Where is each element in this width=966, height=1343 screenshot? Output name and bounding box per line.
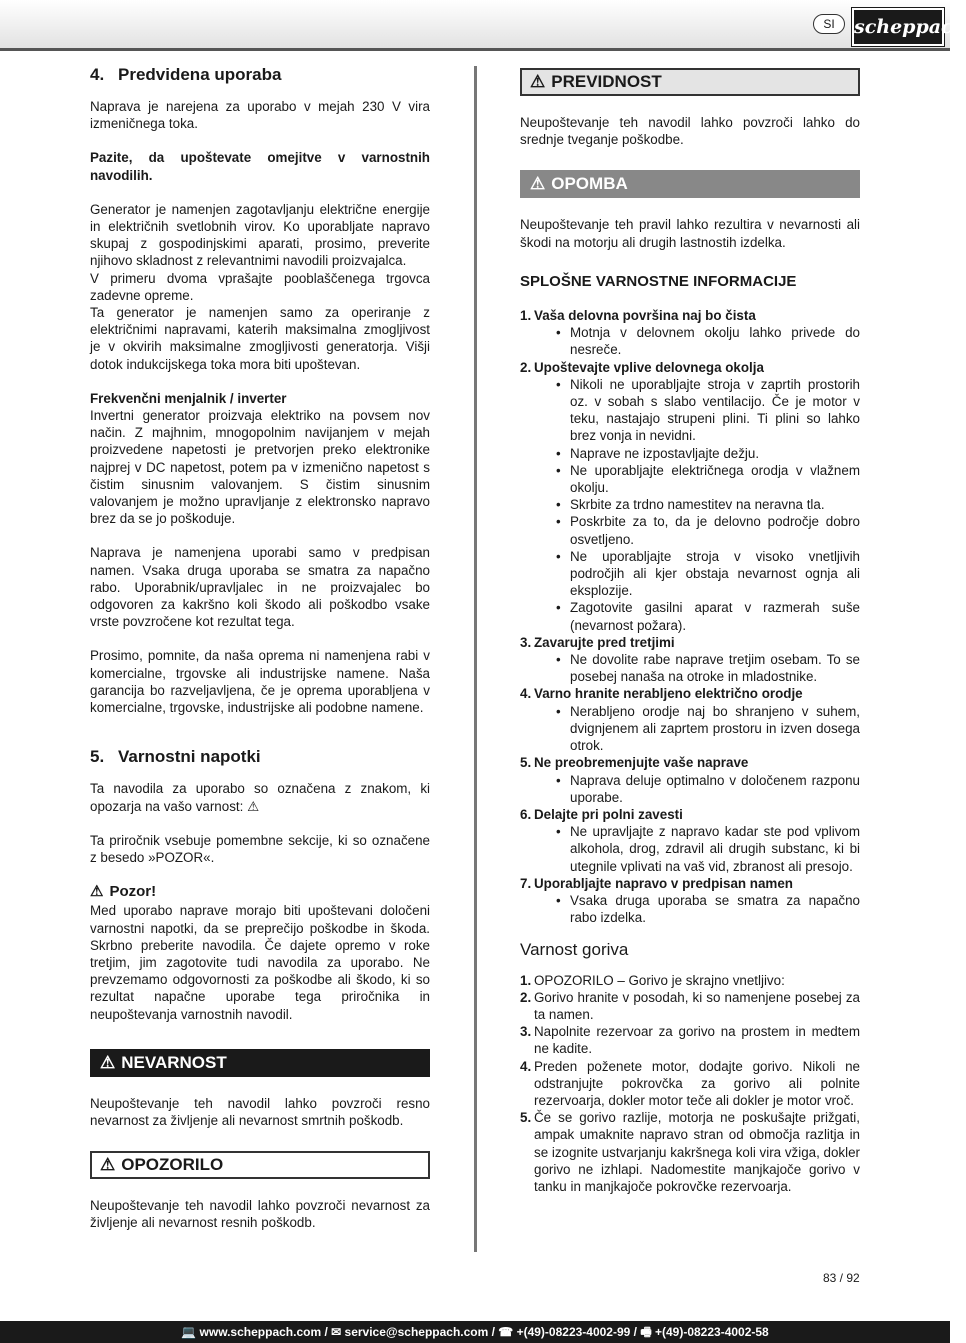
paragraph: Neupoštevanje teh pravil lahko rezultira v nevarnosti ali škodi na motorju ali drugih lastnostih izdelka. — [520, 217, 860, 250]
item-title: Vaša delovna površina naj bo čista — [534, 308, 756, 324]
safety-item — [520, 685, 860, 754]
fuel-safety-heading: Varnost goriva — [520, 940, 629, 960]
safety-item — [520, 634, 860, 686]
item-title: Delajte pri polni zavesti — [534, 806, 683, 822]
paragraph: Neupoštevanje teh navodil lahko povzroči resno nevarnost za življenje ali nevarnost smrtnih poškodb. — [90, 1095, 430, 1128]
item-number: 6. — [520, 806, 532, 822]
fuel-item-text: Če se gorivo razlije, motorja ne poskušajte prižgati, ampak umaknite napravo stran od območja razlitja in se izognite ustvarjanju kakršnega koli vira vžiga, dokler gorivo ne izhlapi. Nadomestite manjkajoče gorivo v tanku in manjkajoče pokrovčke rezervoarja. — [534, 1110, 860, 1194]
column-divider — [474, 66, 477, 1252]
bullet-item: • Ne uporabljajte stroja v visoko vnetljivih področjih ali kjer obstaja nevarnost ognja ali eksplozije. — [556, 548, 860, 600]
brand-logo: scheppach — [852, 8, 944, 46]
paragraph: Neupoštevanje teh navodil lahko povzroči lahko do srednje tveganje poškodbe. — [520, 115, 860, 148]
fuel-item — [520, 1109, 860, 1195]
header-bar — [0, 0, 966, 51]
item-number: 2. — [520, 989, 532, 1005]
subheading: Frekvenčni menjalnik / inverter — [90, 390, 287, 406]
paragraph: Ta navodila za uporabo so označena z znakom, ki opozarja na vašo varnost: ⚠ — [90, 781, 430, 814]
fuel-item-text: OPOZORILO – Gorivo je skrajno vnetljivo: — [534, 972, 785, 988]
item-number: 7. — [520, 875, 532, 891]
safety-item — [520, 875, 860, 927]
bullet-item: • Zagotovite gasilni aparat v razmerah suše (nevarnost požara). — [556, 599, 860, 633]
bullet-item: • Naprave ne izpostavljajte dežju. — [556, 445, 860, 462]
paragraph: Ta generator je namenjen samo za operiranje z električnimi napravami, katerih maksimalna zmogljivost je v okvirih maksimalne zmogljivosti generatorja. Višji dotok indukcijskega toka mora biti upoštevan. — [90, 305, 430, 372]
item-number: 2. — [520, 359, 532, 375]
bullet-item: • Skrbite za trdno namestitev na neravna tla. — [556, 496, 860, 513]
item-title: Ne preobremenjujte vaše naprave — [534, 755, 749, 771]
fuel-item-text: Gorivo hranite v posodah, ki so namenjene posebej za ta namen. — [534, 989, 860, 1022]
safety-item — [520, 806, 860, 875]
bullet-item: • Vsaka druga uporaba se smatra za napačno rabo izdelka. — [556, 892, 860, 926]
section-5-heading: 5. Varnostni napotki — [90, 747, 261, 767]
language-badge: SI — [813, 14, 845, 34]
bullet-item: • Naprava deluje optimalno v določenem razponu uporabe. — [556, 772, 860, 806]
fuel-item — [520, 989, 860, 1023]
bullet-item: • Ne dovolite rabe naprave tretjim osebam. To se posebej nanaša na otroke in mladostnike. — [556, 651, 860, 685]
bullet-item: • Nikoli ne uporabljajte stroja v zaprtih prostorih oz. v sobah s slabo ventilacijo. Če je motor v teku, nastajajo strupeni plini. Ti plini so lahko brez vonja in nevidni. — [556, 376, 860, 445]
left-column — [90, 64, 430, 1249]
warning-triangle-icon: ⚠ — [530, 72, 546, 91]
bullet-item: • Nerabljeno orodje naj bo shranjeno v suhem, dvignjenem ali zaprtem prostoru in izven dosega otrok. — [556, 703, 860, 755]
notice-label: ⚠ OPOMBA — [520, 170, 860, 198]
paragraph: V primeru dvoma vprašajte pooblaščenega trgovca zadevne opreme. — [90, 270, 430, 303]
paragraph: Invertni generator proizvaja elektriko na povsem nov način. Z majhnim, mnogopolnim navijanjem v mejah proizvedene napetosti je pretvorjen preko elektronike najprej v DC napetost, potem pa v izmenično napetost s čistim sinusnim valovanjem. S čistim sinusnim valovanjem je možno upravljanje z elektronsko napravo brez da se jo poškoduje. — [90, 408, 430, 527]
warning-triangle-icon: ⚠ — [100, 1155, 116, 1175]
paragraph: Prosimo, pomnite, da naša oprema ni namenjena rabi v komercialne, trgovske ali industrijske namene. Naša garancija bo razveljavljena, če je oprema uporabljena v komercialne, trgovske, industrijske ali podobne namene. — [90, 648, 430, 716]
item-number: 4. — [520, 686, 532, 702]
warning-triangle-icon: ⚠ — [90, 883, 104, 901]
item-title: Upoštevajte vplive delovnega okolja — [534, 359, 764, 375]
fuel-safety-list — [520, 972, 860, 1196]
warning-label: ⚠ OPOZORILO — [90, 1151, 430, 1179]
warning-triangle-icon: ⚠ — [100, 1052, 116, 1072]
safety-item — [520, 754, 860, 806]
paragraph-bold: Pazite, da upoštevate omejitve v varnostnih navodilih. — [90, 150, 430, 183]
fuel-item — [520, 1023, 860, 1057]
paragraph: Med uporabo naprave morajo biti upoštevani določeni varnostni napotki, da se preprečijo poškodbe in škoda. Skrbno preberite navodila. Če dajete opremo v roke tretjim, jim zagotovite tudi navodila za uporabo. Ne prevzemamo odgovornosti za poškodbe ali škodo, ki so rezultat napačne uporabe tega priročnika in neupoštevanja varnostnih navodil. — [90, 903, 430, 1022]
fuel-item — [520, 1058, 860, 1110]
paragraph: Naprava je namenjena uporabi samo v predpisan namen. Vsaka druga uporaba se smatra za napačno rabo. Uporabnik/upravljalec in ne proizvajalec bo odgovoren za kakršno koli škodo ali poškodbo vsake vrste povzročene kot rezultat tega. — [90, 545, 430, 630]
page-number: 83 / 92 — [823, 1271, 860, 1285]
item-number: 5. — [520, 755, 532, 771]
fuel-item — [520, 972, 860, 989]
paragraph: Generator je namenjen zagotavljanju električne energije in električnih svetlobnih virov. Ko uporabljate napravo skupaj z gospodinjskimi aparati, prosimo, preverite njihovo skladnost z relevantnimi navodili proizvajalca. — [90, 201, 430, 269]
item-title: Zavarujte pred tretjimi — [534, 634, 675, 650]
fuel-item-text: Preden poženete motor, dodajte gorivo. Nikoli ne odstranjujte pokrovčka za gorivo ali polnite rezervoarja, dokler motor teče ali dokler je motor vroč. — [534, 1058, 860, 1108]
bullet-item: • Motnja v delovnem okolju lahko privede do nesreče. — [556, 324, 860, 358]
item-number: 1. — [520, 308, 532, 324]
item-number: 3. — [520, 634, 532, 650]
paragraph: Ta priročnik vsebuje pomembne sekcije, ki so označene z besedo »POZOR«. — [90, 832, 430, 865]
item-number: 3. — [520, 1024, 532, 1040]
item-number: 5. — [520, 1110, 532, 1126]
paragraph: Neupoštevanje teh navodil lahko povzroči nevarnost za življenje ali nevarnost resnih poškodb. — [90, 1198, 430, 1231]
item-number: 1. — [520, 972, 532, 988]
general-safety-heading: SPLOŠNE VARNOSTNE INFORMACIJE — [520, 272, 797, 290]
paragraph: Naprava je narejena za uporabo v mejah 230 V vira izmeničnega toka. — [90, 99, 430, 132]
bullet-item: • Ne upravljajte z napravo kadar ste pod vplivom alkohola, drog, zdravil ali drugih substanc, ki bi utegnile vplivati na vaš vid, zbranost ali presojo. — [556, 823, 860, 875]
section-4-heading: 4. Predvidena uporaba — [90, 65, 282, 84]
danger-label: ⚠ NEVARNOST — [90, 1049, 430, 1077]
pozor-heading: ⚠ Pozor! — [90, 883, 157, 901]
safety-list — [520, 307, 860, 926]
safety-item — [520, 307, 860, 359]
fuel-item-text: Napolnite rezervoar za gorivo na prostem in medtem ne kadite. — [534, 1024, 860, 1057]
bullet-item: • Poskrbite za to, da je delovno področje dobro osvetljeno. — [556, 513, 860, 547]
safety-item — [520, 359, 860, 634]
bullet-item: • Ne uporabljajte električnega orodja v vlažnem okolju. — [556, 462, 860, 496]
item-number: 4. — [520, 1058, 532, 1074]
item-title: Uporabljajte napravo v predpisan namen — [534, 875, 793, 891]
caution-label: ⚠ PREVIDNOST — [520, 68, 860, 96]
contact-footer: 💻 www.scheppach.com / ✉ service@scheppach.com / ☎ +(49)-08223-4002-99 / 🖷 +(49)-08223-4002-58 — [0, 1321, 950, 1343]
warning-triangle-icon: ⚠ — [247, 798, 260, 814]
item-title: Varno hranite nerabljeno električno orodje — [534, 686, 803, 702]
right-column — [520, 64, 860, 1195]
warning-triangle-icon: ⚠ — [530, 174, 546, 194]
